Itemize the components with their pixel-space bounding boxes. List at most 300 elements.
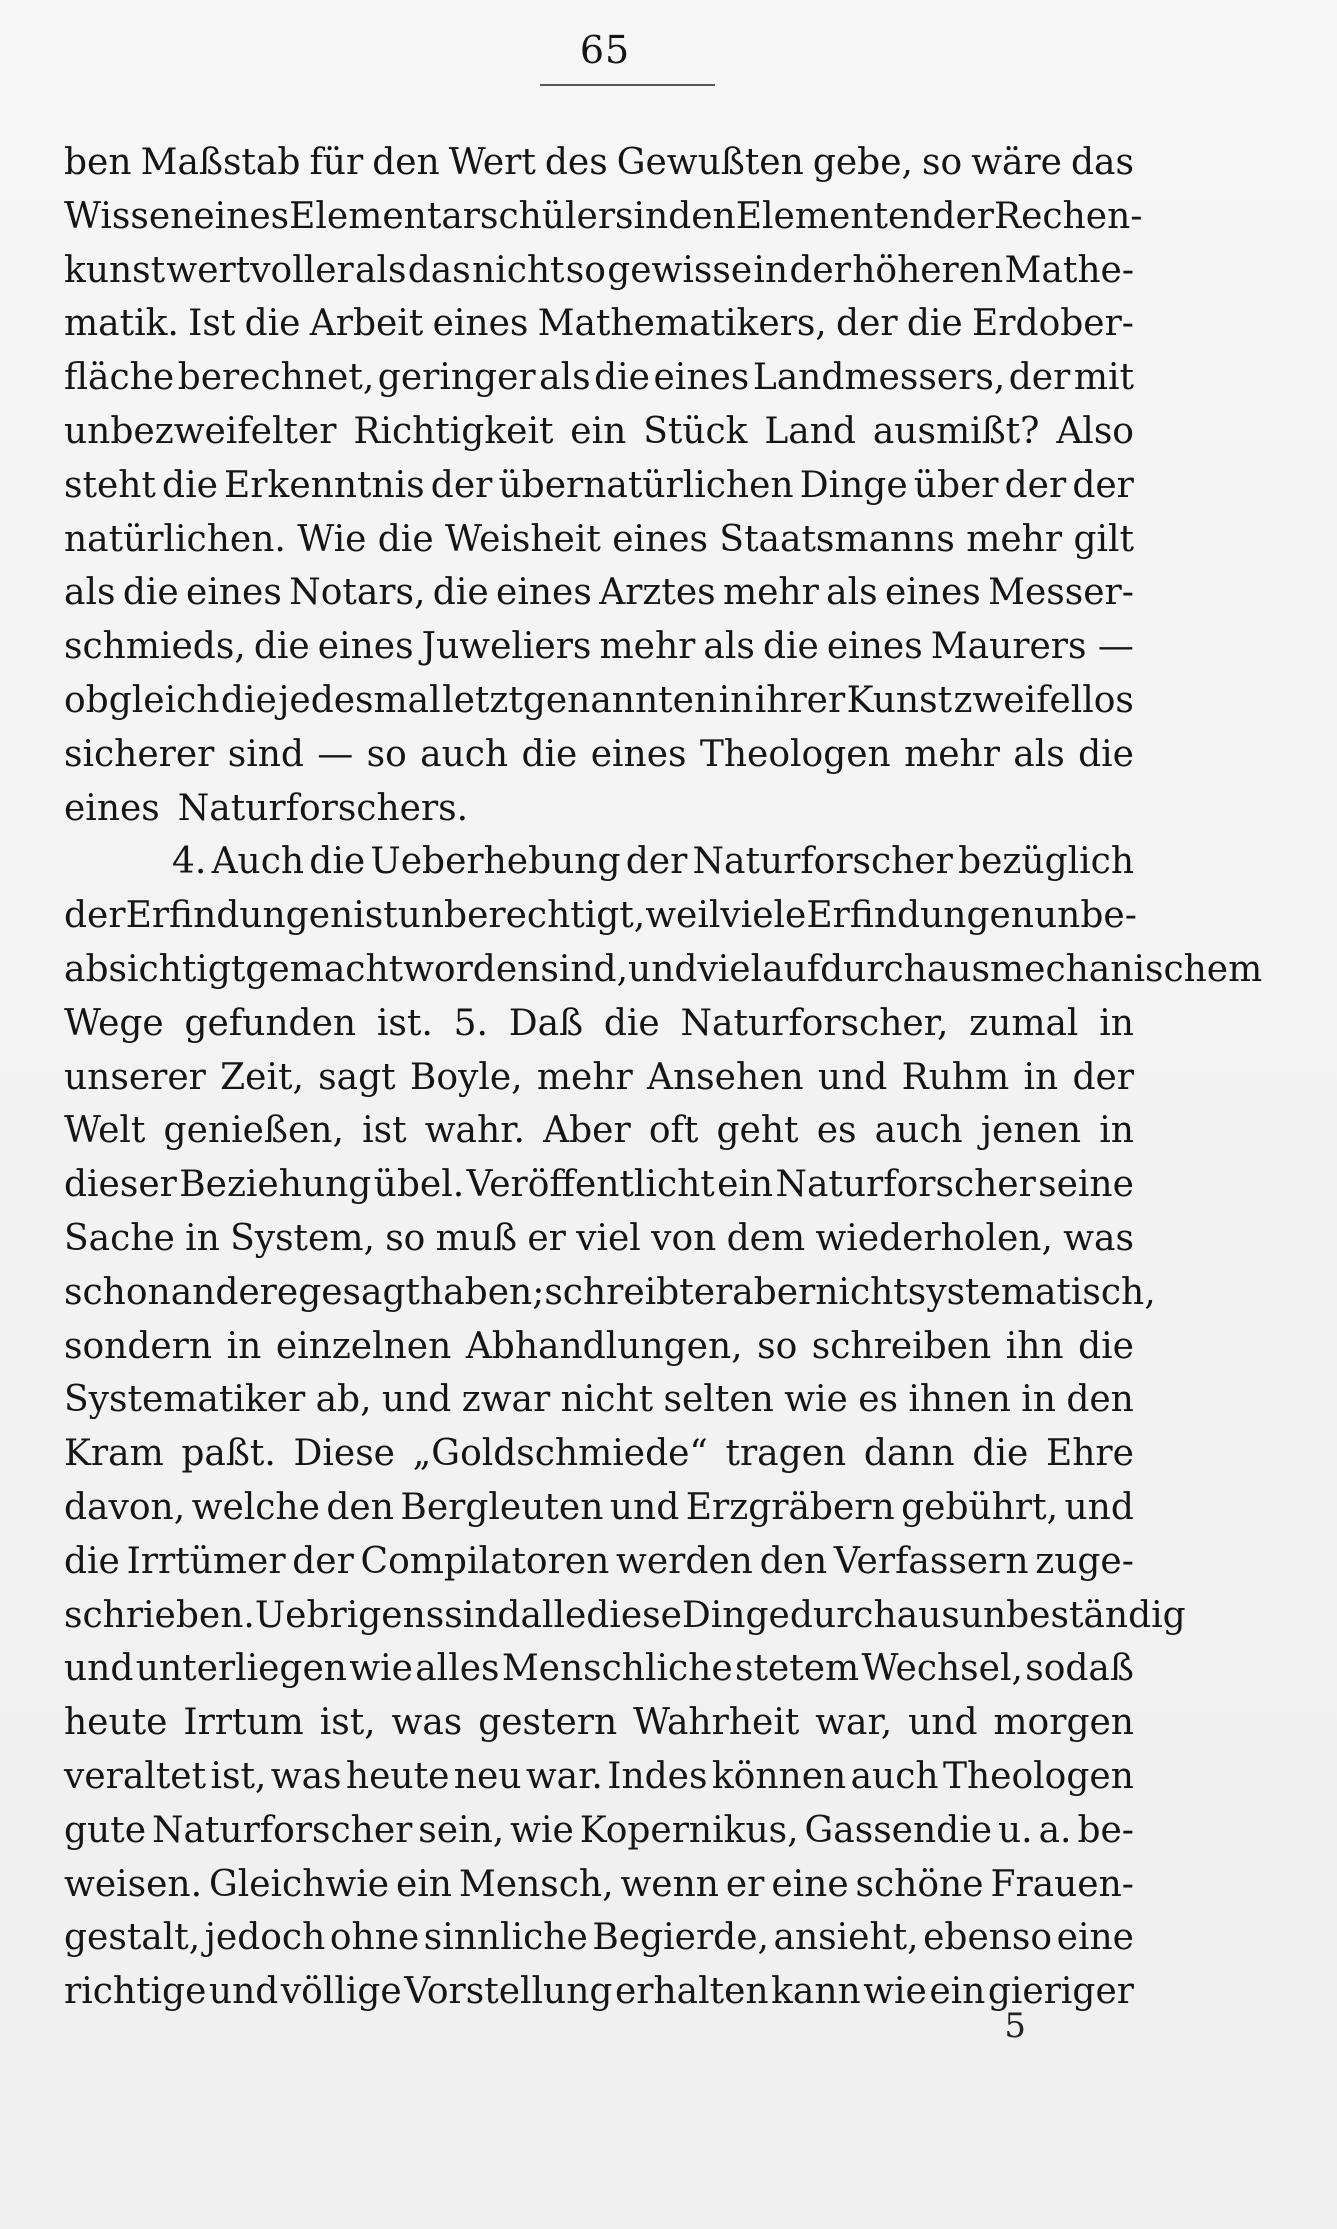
text-word: gestern bbox=[478, 1702, 618, 1744]
text-word: wie bbox=[863, 1971, 927, 2013]
text-word: als bbox=[1013, 733, 1065, 775]
text-word: die bbox=[244, 303, 301, 345]
text-word: den bbox=[326, 1486, 394, 1528]
text-word: werden bbox=[616, 1540, 753, 1582]
text-word: Mensch, bbox=[458, 1863, 614, 1905]
text-word: fläche bbox=[64, 357, 175, 399]
text-line bbox=[64, 1320, 1134, 1374]
text-word: und bbox=[64, 1648, 134, 1690]
text-word: natürlichen. bbox=[64, 518, 286, 560]
text-word: mehr bbox=[904, 733, 1000, 775]
text-word: völlige bbox=[280, 1971, 402, 2013]
text-word: auf bbox=[762, 948, 821, 990]
text-word: obgleich bbox=[64, 679, 220, 721]
text-word: muß bbox=[435, 1217, 518, 1259]
text-line bbox=[64, 297, 1134, 351]
text-word: zuge- bbox=[1035, 1540, 1134, 1582]
text-word: Wege bbox=[64, 1002, 164, 1044]
text-word: — bbox=[317, 733, 354, 775]
text-line bbox=[64, 1750, 1134, 1804]
text-word: können bbox=[711, 1755, 847, 1797]
text-line bbox=[64, 1051, 1134, 1105]
text-word: der bbox=[932, 195, 994, 237]
text-word: Ehre bbox=[1045, 1433, 1134, 1475]
text-word: 4. bbox=[172, 841, 207, 883]
text-word: die bbox=[162, 464, 218, 506]
text-line bbox=[64, 1481, 1134, 1535]
text-word: ebenso bbox=[923, 1917, 1053, 1959]
text-word: es bbox=[858, 1379, 899, 1421]
text-word: jedesmal bbox=[278, 679, 441, 721]
text-word: eines bbox=[186, 572, 282, 614]
text-word: das bbox=[407, 249, 471, 291]
text-word: jenen bbox=[980, 1110, 1082, 1152]
text-word: bezüglich bbox=[958, 841, 1134, 883]
text-word: eine bbox=[771, 1863, 849, 1905]
text-word: unbe- bbox=[1033, 895, 1137, 937]
text-word: als bbox=[703, 626, 755, 668]
text-word: kunst bbox=[64, 249, 166, 291]
text-word: Compilatoren bbox=[360, 1540, 610, 1582]
text-word: Naturforscher bbox=[151, 1809, 413, 1851]
text-word: aber bbox=[732, 1271, 816, 1313]
text-word: er bbox=[527, 1217, 566, 1259]
text-word: eines bbox=[193, 195, 290, 237]
text-word: ihn bbox=[1005, 1325, 1064, 1367]
text-word: und bbox=[908, 1702, 978, 1744]
text-word: als bbox=[64, 572, 116, 614]
text-word: in bbox=[226, 1325, 262, 1367]
text-word: eines bbox=[432, 303, 529, 345]
text-word: über bbox=[913, 464, 999, 506]
text-word: auch bbox=[850, 1755, 939, 1797]
text-word: die bbox=[64, 1540, 120, 1582]
text-word: Stück bbox=[643, 410, 748, 452]
text-word: haben; bbox=[420, 1271, 545, 1313]
text-word: Veröffentlicht bbox=[466, 1164, 715, 1206]
text-word: alles bbox=[415, 1648, 500, 1690]
text-word: Begierde, bbox=[592, 1917, 769, 1959]
text-word: schon bbox=[64, 1271, 171, 1313]
text-line bbox=[64, 513, 1134, 567]
text-line bbox=[64, 782, 1134, 836]
text-word: eines bbox=[317, 626, 414, 668]
text-line bbox=[64, 136, 1134, 190]
text-word: und bbox=[381, 1379, 452, 1421]
text-word: Erdober- bbox=[972, 303, 1134, 345]
text-word: Gassendie bbox=[804, 1809, 993, 1851]
text-word: Kram bbox=[64, 1433, 164, 1475]
text-word: den bbox=[759, 1540, 828, 1582]
text-line bbox=[64, 1104, 1134, 1158]
text-line bbox=[64, 943, 1263, 997]
text-word: Ruhm bbox=[901, 1056, 1010, 1098]
text-line bbox=[64, 1965, 1134, 2019]
text-word: mechanischem bbox=[990, 948, 1263, 990]
text-word: Maurers — bbox=[930, 626, 1134, 668]
text-word: Erzgräbern bbox=[685, 1486, 895, 1528]
text-word: welche bbox=[191, 1486, 320, 1528]
signature-mark: 5 bbox=[1004, 2006, 1026, 2046]
text-line bbox=[64, 1427, 1134, 1481]
text-word: der bbox=[1008, 357, 1071, 399]
text-word: eines bbox=[612, 518, 709, 560]
text-word: worden bbox=[403, 948, 541, 990]
text-word: übel. bbox=[373, 1164, 465, 1206]
text-word: tragen bbox=[725, 1433, 847, 1475]
text-line bbox=[64, 459, 1134, 513]
text-word: eines bbox=[590, 733, 687, 775]
text-word: und bbox=[609, 1486, 680, 1528]
text-word: neu bbox=[453, 1755, 522, 1797]
text-word: jedoch bbox=[204, 1917, 326, 1959]
text-word: Dinge bbox=[681, 1594, 790, 1636]
text-word: ausmißt? bbox=[872, 410, 1040, 452]
text-word: und bbox=[1064, 1486, 1134, 1528]
text-word: Richtigkeit bbox=[353, 410, 554, 452]
text-word: Ist bbox=[188, 303, 236, 345]
text-word: so bbox=[922, 142, 963, 183]
text-line bbox=[64, 566, 1134, 620]
text-line bbox=[64, 1212, 1134, 1266]
text-word: in bbox=[185, 1217, 220, 1259]
text-word: eines bbox=[826, 626, 923, 668]
text-word: wie bbox=[510, 1809, 574, 1851]
text-word: Kopernikus, bbox=[579, 1809, 799, 1851]
text-word: wie bbox=[349, 1648, 413, 1690]
text-word: zumal bbox=[969, 1002, 1079, 1044]
text-word: so bbox=[366, 733, 407, 775]
text-word: wahr. bbox=[424, 1110, 525, 1152]
text-word: weil bbox=[645, 895, 721, 937]
text-word: der bbox=[64, 895, 126, 937]
text-word: Elementarschülers bbox=[289, 195, 634, 237]
text-word: mehr bbox=[966, 518, 1063, 560]
text-word: gesagt bbox=[298, 1271, 421, 1313]
text-word: schrieben. bbox=[64, 1594, 255, 1636]
text-word: gebe, bbox=[812, 142, 913, 183]
text-word: Elementen bbox=[735, 195, 933, 237]
text-word: so bbox=[565, 249, 606, 291]
text-word: wie bbox=[784, 1379, 848, 1421]
text-word: Messer- bbox=[988, 572, 1134, 614]
text-word: geht bbox=[716, 1110, 799, 1152]
text-word: des bbox=[544, 142, 608, 183]
text-word: in bbox=[753, 249, 789, 291]
text-word: der bbox=[1004, 464, 1067, 506]
text-word: weisen. bbox=[64, 1863, 203, 1905]
text-word: Sache bbox=[64, 1217, 175, 1259]
text-word: Verfassern bbox=[833, 1540, 1029, 1582]
text-line bbox=[64, 997, 1134, 1051]
text-word: ist bbox=[353, 895, 398, 937]
text-word: und bbox=[208, 1971, 279, 2013]
text-word: Boyle, bbox=[409, 1056, 523, 1098]
text-word: unterliegen bbox=[135, 1648, 347, 1690]
text-line bbox=[64, 1858, 1134, 1912]
text-word: eines bbox=[653, 357, 750, 399]
text-word: ist. bbox=[376, 1002, 433, 1044]
text-word: Diese bbox=[293, 1433, 395, 1475]
text-word: mehr bbox=[599, 626, 696, 668]
text-word: ansieht, bbox=[773, 1917, 919, 1959]
text-line bbox=[64, 1589, 1186, 1643]
text-word: auch bbox=[420, 733, 509, 775]
text-word: Wechsel, bbox=[861, 1648, 1023, 1690]
text-word: viel bbox=[576, 1217, 641, 1259]
text-word: gewisse bbox=[607, 249, 753, 291]
text-word: die bbox=[762, 626, 819, 668]
text-word: ist bbox=[362, 1110, 407, 1152]
header-rule bbox=[540, 84, 715, 86]
text-word: Rechen- bbox=[994, 195, 1143, 237]
text-word: Erfindungen bbox=[806, 895, 1034, 937]
text-word: Arbeit bbox=[309, 303, 424, 345]
text-line bbox=[64, 244, 1134, 298]
text-word: der bbox=[430, 464, 493, 506]
text-word: selten bbox=[663, 1379, 774, 1421]
text-word: das bbox=[1071, 142, 1134, 183]
text-word: zweifellos bbox=[953, 679, 1134, 721]
text-word: Menschliche bbox=[501, 1648, 733, 1690]
text-word: Wahrheit bbox=[633, 1702, 800, 1744]
text-word: ist, bbox=[210, 1755, 267, 1797]
text-word: Wissen bbox=[64, 195, 194, 237]
text-word: be- bbox=[1077, 1809, 1134, 1851]
text-word: schmieds, bbox=[64, 626, 246, 668]
text-word: steht bbox=[64, 464, 156, 506]
text-word: zwar bbox=[461, 1379, 551, 1421]
text-word: sodaß bbox=[1025, 1648, 1134, 1690]
text-word: sagt bbox=[318, 1056, 396, 1098]
text-line bbox=[64, 405, 1134, 459]
text-word: schreiben bbox=[811, 1325, 992, 1367]
text-word: Erkenntnis bbox=[224, 464, 425, 506]
text-word: Irrtümer bbox=[126, 1540, 286, 1582]
text-word: paßt. bbox=[181, 1433, 276, 1475]
text-word: Daß bbox=[508, 1002, 584, 1044]
text-word: durchaus bbox=[820, 948, 991, 990]
text-word: ein bbox=[395, 1863, 452, 1905]
text-word: mit bbox=[1073, 357, 1134, 399]
text-word: Frauen- bbox=[990, 1863, 1134, 1905]
text-word: so bbox=[385, 1217, 426, 1259]
text-word: Arztes bbox=[599, 572, 716, 614]
text-word: viel bbox=[697, 948, 763, 990]
text-word: mehr bbox=[536, 1056, 633, 1098]
text-line bbox=[64, 190, 1143, 244]
text-word: stetem bbox=[734, 1648, 860, 1690]
text-word: gebührt, bbox=[901, 1486, 1059, 1528]
text-word: diese bbox=[586, 1594, 682, 1636]
text-word: gute bbox=[64, 1809, 147, 1851]
text-word: ben bbox=[64, 142, 132, 183]
text-word: wenn bbox=[620, 1863, 719, 1905]
text-word: Weisheit bbox=[445, 518, 601, 560]
text-word: Bergleuten bbox=[400, 1486, 604, 1528]
text-word: wäre bbox=[971, 142, 1062, 183]
text-word: Ansehen bbox=[646, 1056, 804, 1098]
text-word: Ueberhebung bbox=[370, 841, 621, 883]
text-word: Uebrigens bbox=[254, 1594, 445, 1636]
text-word: auch bbox=[874, 1110, 963, 1152]
text-word: dieser bbox=[64, 1164, 177, 1206]
text-word: geringer bbox=[377, 357, 536, 399]
text-word: er bbox=[725, 1863, 765, 1905]
text-word: unbezweifelter bbox=[64, 410, 337, 452]
text-word: Landmessers, bbox=[752, 357, 1006, 399]
text-word: Beziehung bbox=[179, 1164, 372, 1206]
text-word: was bbox=[270, 1755, 342, 1797]
text-word: Theologen bbox=[699, 733, 891, 775]
text-word: ihnen bbox=[908, 1379, 1011, 1421]
page-number: 65 bbox=[579, 28, 631, 72]
text-word: Erfindungen bbox=[125, 895, 354, 937]
text-word: unserer bbox=[64, 1056, 206, 1098]
text-word: Juweliers bbox=[421, 626, 592, 668]
text-word: sind bbox=[227, 733, 304, 775]
text-word: schreibt bbox=[544, 1271, 694, 1313]
text-word: a. bbox=[1038, 1809, 1072, 1851]
text-line bbox=[64, 889, 1137, 943]
text-word: dem bbox=[726, 1217, 806, 1259]
text-word: den bbox=[1066, 1379, 1134, 1421]
text-line bbox=[64, 674, 1134, 728]
text-word: eines bbox=[64, 787, 160, 829]
text-word: nicht bbox=[560, 1379, 654, 1421]
text-word: war, bbox=[815, 1702, 893, 1744]
text-word: Kunst bbox=[846, 679, 953, 721]
text-word: Aber bbox=[543, 1110, 631, 1152]
text-word: die bbox=[253, 626, 310, 668]
text-word: absichtigt bbox=[64, 948, 246, 990]
text-word: gemacht bbox=[245, 948, 404, 990]
text-word: Naturforscher bbox=[775, 1164, 1036, 1206]
text-word: Gewußten bbox=[616, 142, 804, 183]
text-word: sind bbox=[444, 1594, 521, 1636]
text-line bbox=[64, 1266, 1156, 1320]
text-word: Land bbox=[764, 410, 856, 452]
text-word: der bbox=[292, 1540, 354, 1582]
text-word: Wert bbox=[448, 142, 536, 183]
text-word: heute bbox=[345, 1755, 450, 1797]
text-word: seine bbox=[1038, 1164, 1134, 1206]
text-word: sind, bbox=[540, 948, 629, 990]
text-word: was bbox=[1063, 1217, 1134, 1259]
text-word: der bbox=[789, 249, 851, 291]
text-word: der bbox=[625, 841, 688, 883]
text-word: mehr bbox=[722, 572, 819, 614]
text-word: heute bbox=[64, 1702, 168, 1744]
text-word: als bbox=[539, 357, 591, 399]
text-word: Staatsmanns bbox=[719, 518, 955, 560]
text-word: die bbox=[1078, 733, 1134, 775]
text-line bbox=[64, 835, 1134, 889]
text-word: in bbox=[1023, 1056, 1059, 1098]
text-word: die bbox=[972, 1433, 1029, 1475]
text-word: Mathe- bbox=[1004, 249, 1134, 291]
text-word: unberechtigt, bbox=[397, 895, 646, 937]
text-word: nicht bbox=[472, 249, 565, 291]
text-word: für bbox=[309, 142, 364, 183]
text-word: sicherer bbox=[64, 733, 215, 775]
text-word: veraltet bbox=[64, 1755, 207, 1797]
text-word: Naturforscher, bbox=[680, 1002, 949, 1044]
text-word: es bbox=[816, 1110, 857, 1152]
text-word: gefunden bbox=[184, 1002, 357, 1044]
text-word: sein, bbox=[418, 1809, 505, 1851]
text-word: eine bbox=[1056, 1917, 1134, 1959]
text-word: „Goldschmiede“ bbox=[412, 1433, 708, 1475]
text-line bbox=[64, 351, 1134, 405]
text-line bbox=[64, 1804, 1134, 1858]
text-word: in bbox=[1099, 1110, 1134, 1152]
text-word: ihrer bbox=[754, 679, 846, 721]
text-word: der bbox=[1072, 1056, 1134, 1098]
text-word: Indes bbox=[607, 1755, 708, 1797]
text-word: die bbox=[122, 572, 179, 614]
text-word: die bbox=[603, 1002, 660, 1044]
text-word: genießen, bbox=[163, 1110, 344, 1152]
text-word: Welt bbox=[64, 1110, 146, 1152]
text-word: unbeständig bbox=[959, 1594, 1186, 1636]
text-word: System, bbox=[230, 1217, 375, 1259]
text-line bbox=[64, 1911, 1134, 1965]
text-word: ab, bbox=[315, 1379, 372, 1421]
text-word: die bbox=[377, 518, 434, 560]
text-word: alle bbox=[520, 1594, 587, 1636]
text-word: schöne bbox=[855, 1863, 984, 1905]
text-word: davon, bbox=[64, 1486, 186, 1528]
text-word: gilt bbox=[1073, 518, 1134, 560]
text-word: Abhandlungen, bbox=[465, 1325, 743, 1367]
text-word: kann bbox=[771, 1971, 861, 2013]
text-word: was bbox=[391, 1702, 463, 1744]
text-word: die bbox=[521, 733, 578, 775]
text-word: nicht bbox=[815, 1271, 908, 1313]
text-word: die bbox=[309, 841, 366, 883]
text-word: als bbox=[355, 249, 407, 291]
text-word: wiederholen, bbox=[815, 1217, 1053, 1259]
text-word: systematisch, bbox=[907, 1271, 1156, 1313]
text-word: ein bbox=[717, 1164, 774, 1206]
text-word: Dinge bbox=[799, 464, 908, 506]
text-word: gieriger bbox=[987, 1971, 1134, 2013]
text-word: den bbox=[372, 142, 440, 183]
text-word: ohne bbox=[329, 1917, 420, 1959]
text-word: erhalten bbox=[614, 1971, 769, 2013]
text-line bbox=[64, 1373, 1134, 1427]
text-line bbox=[64, 1535, 1134, 1589]
text-word: übernatürlichen bbox=[498, 464, 794, 506]
text-word: eines bbox=[884, 572, 981, 614]
text-word: morgen bbox=[993, 1702, 1134, 1744]
text-word: von bbox=[651, 1217, 717, 1259]
text-word: eines bbox=[496, 572, 592, 614]
text-word: Naturforschers. bbox=[177, 787, 469, 829]
text-word: Notars, bbox=[289, 572, 426, 614]
text-word: andere bbox=[170, 1271, 299, 1313]
text-word: letztgenannten bbox=[442, 679, 718, 721]
text-word: ein bbox=[929, 1971, 986, 2013]
text-word: richtige bbox=[64, 1971, 207, 2013]
text-line bbox=[64, 728, 1134, 782]
text-word: Maßstab bbox=[140, 142, 301, 183]
text-word: Zeit, bbox=[220, 1056, 304, 1098]
text-word: in bbox=[633, 195, 669, 237]
text-line bbox=[64, 620, 1134, 674]
text-word: Vorstellung bbox=[404, 1971, 613, 2013]
